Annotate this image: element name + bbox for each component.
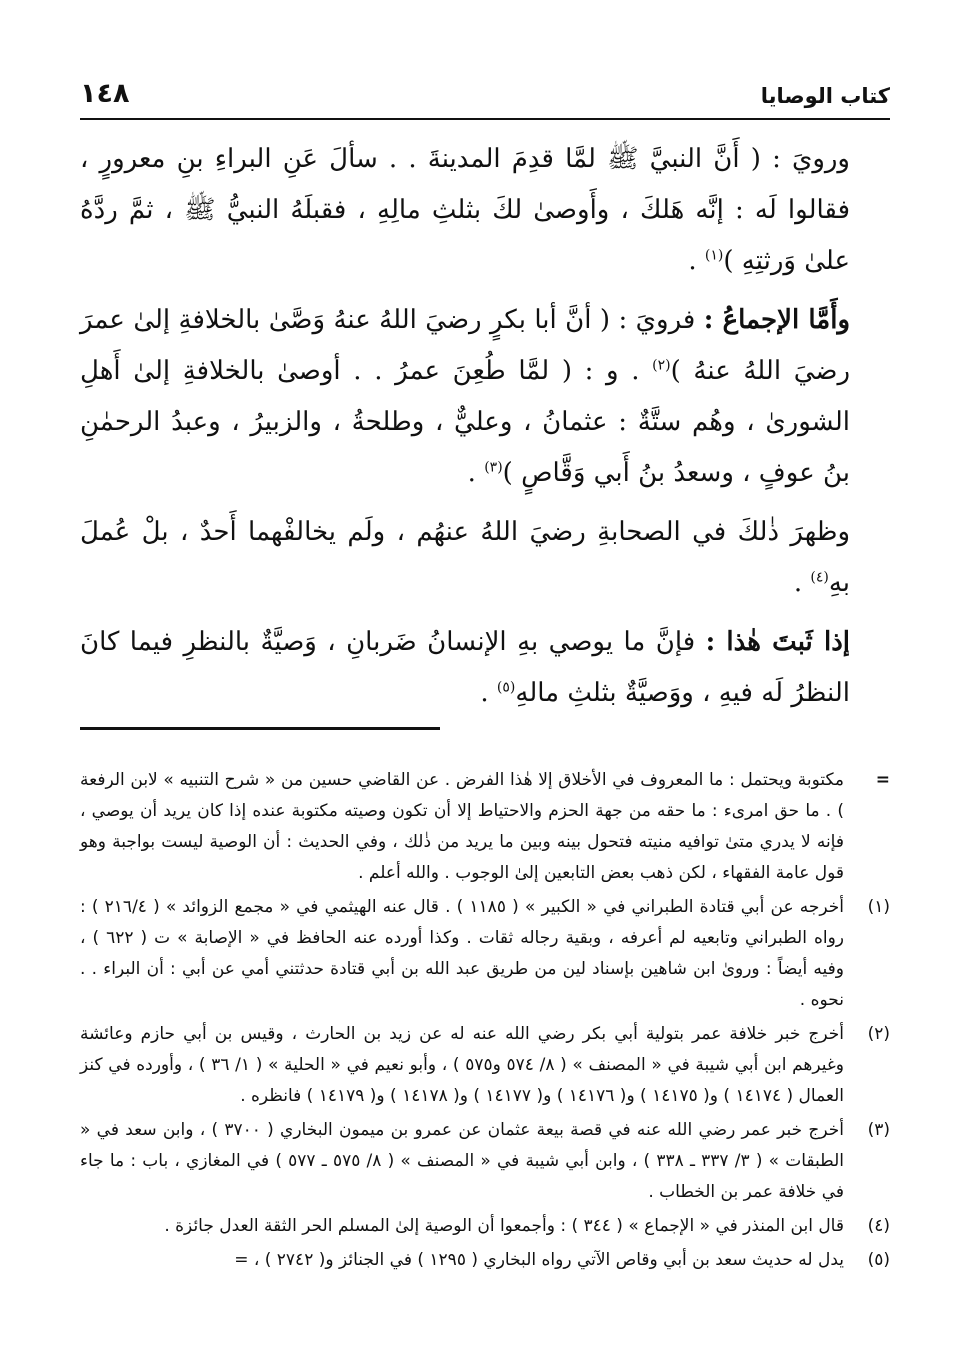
paragraph-end: . [467, 458, 485, 488]
footnote-text: أخرج خبر عمر رضي الله عنه في قصة بيعة عثمان عن عمرو بن ميمون البخاري ( ٣٧٠٠ ) ، وابن سعد في « الطبقات » ( ٣/ ٣٣٧ ـ ٣٣٨ ) ، وابن أبي شيبة في « المصنف » ( ٨/ ٥٧٥ ـ ٥٧٧ ) في المغازي ، باب : ما جاء في خلافة عمر بن الخطاب . [80, 1120, 845, 1202]
paragraph-lead: إذا ثَبتَ هٰذا : [705, 627, 850, 657]
footnote-text: يدل له حديث سعد بن أبي وقاص الآتي رواه البخاري ( ١٢٩٥ ) في الجنائز و( ٢٧٤٢ ) ، = [234, 1250, 844, 1270]
footnote-separator [80, 727, 890, 747]
footnote-4 [80, 1211, 890, 1242]
paragraph-text: وظهرَ ذٰلكَ في الصحابةِ رضيَ اللهُ عنهُم ، ولَم يخالفْهما أَحدٌ ، بلْ عُملَ بهِ [80, 517, 850, 598]
footnote-number: = [875, 770, 890, 790]
paragraph-lead: وأَمَّا الإجماعُ : [703, 305, 851, 335]
running-header [80, 78, 890, 120]
footnote-ref-5[interactable]: (٥) [496, 679, 516, 696]
book-page [80, 78, 890, 1279]
paragraph-narration [80, 134, 890, 287]
footnote-5 [80, 1245, 890, 1276]
footnote-number: (٤) [867, 1216, 890, 1236]
footnote-1 [80, 892, 890, 1016]
page-number: ١٤٨ [80, 78, 130, 109]
paragraph-consensus [80, 295, 890, 499]
footnote-continuation [80, 765, 890, 889]
paragraph-text: ورويَ : ( أَنَّ النبيَّ ﷺ لمَّا قدِمَ المدينةَ . . سألَ عَنِ البراءِ بنِ معرورٍ ، فقالوا لَه : إنَّه هَلكَ ، وأَوصىٰ لكَ بثلثِ مالِهِ ، فقبلَهُ النبيُّ ﷺ ، ثمَّ ردَّهُ علىٰ وَرثتِهِ ) [80, 144, 850, 276]
footnote-number: (٥) [867, 1250, 890, 1270]
paragraph-companions [80, 507, 890, 609]
footnote-text: قال ابن المنذر في « الإجماع » ( ٣٤٤ ) : وأجمعوا أن الوصية إلىٰ المسلم الحر الثقة العدل جائزة . [164, 1216, 844, 1236]
paragraph-text: فإنَّ ما يوصي بهِ الإنسانُ ضَربانِ ، وَصيَّةٌ بالنظرِ فيما كانَ النظرُ لَه فيهِ ، ووَصيَّةٌ بثلثِ مالهِ [80, 627, 850, 708]
paragraph-end: . [480, 678, 497, 708]
footnote-ref-3[interactable]: (٣) [484, 459, 503, 476]
paragraph-text: . و : ( لمَّا طُعِنَ عمرُ . . أوصىٰ بالخلافةِ إلىٰ أَهلِ الشورىٰ ، وهُم ستَّةٌ : عثمانُ ، وعليٌّ ، وطلحةُ ، والزبيرُ ، وعبدُ الرحمٰنِ بنُ عوفٍ ، وسعدُ بنُ أَبي وَقَّاصٍ ) [80, 356, 850, 488]
paragraph-end: . [688, 246, 705, 276]
footnote-number: (٢) [867, 1024, 890, 1044]
paragraph-end: . [793, 568, 811, 598]
footnote-ref-4[interactable]: (٤) [810, 569, 829, 586]
footnote-ref-1[interactable]: (١) [704, 247, 724, 264]
footnote-ref-2[interactable]: (٢) [652, 357, 671, 374]
footnotes [80, 765, 890, 1276]
footnote-number: (٣) [867, 1120, 890, 1140]
footnote-2 [80, 1019, 890, 1112]
main-text [80, 134, 890, 719]
footnote-text: أخرجه عن أبي قتادة الطبراني في « الكبير » ( ١١٨٥ ) . قال عنه الهيثمي في « مجمع الزوائد » ( ٢١٦/٤ ) : رواه الطبراني وتابعيه لم أعرفه ، وبقية رجاله ثقات . وكذا أورده عنه الحافظ في « الإصابة » ت ( ٦٢٢ ) ، وفيه أيضاً : وروىٰ ابن شاهين بإسناد لين من طريق عبد الله بن أبي قتادة حدثتني أمي عن أبي : أن البراء . . نحوه . [80, 897, 844, 1010]
paragraph-text: فرويَ : ( أنَّ أبا بكرٍ رضيَ اللهُ عنهُ وَصَّىٰ بالخلافةِ إلىٰ عمرَ رضيَ اللهُ عنهُ ) [80, 305, 850, 386]
separator-line [80, 727, 440, 730]
footnote-text: مكتوبة ويحتمل : ما المعروف في الأخلاق إلا هٰذا الفرض . عن القاضي حسين من « شرح التنبيه » لابن الرفعة ) . ما حق امرىء : ما حقه من جهة الحزم والاحتياط إلا أن تكون وصيته مكتوبة عنده إذا كان يريد أن يوصي ، فإنه لا يدري متىٰ توافيه منيته فتحول بينه وبين ما يريد من ذٰلك ، وفي الحديث : أن الوصية ليست بواجبة وهو قول عامة الفقهاء ، لكن ذهب بعض التابعين إلىٰ الوجوب . والله أعلم . [80, 770, 844, 883]
footnote-3 [80, 1115, 890, 1208]
section-title: كتاب الوصايا [760, 84, 890, 108]
paragraph-established [80, 617, 890, 719]
footnote-number: (١) [867, 897, 890, 917]
footnote-text: أخرج خبر خلافة عمر بتولية أبي بكر رضي الله عنه له عن زيد بن الحارث ، وقيس بن أبي حازم وعائشة وغيرهم ابن أبي شيبة في « المصنف » ( ٨/ ٥٧٤ و٥٧٥ ) ، وأبو نعيم في « الحلية » ( ١/ ٣٦ ) ، وأورده في كنز العمال ( ١٤١٧٤ ) و( ١٤١٧٥ ) و( ١٤١٧٦ ) و( ١٤١٧٧ ) و( ١٤١٧٨ ) و( ١٤١٧٩ ) فانظره . [80, 1024, 844, 1106]
